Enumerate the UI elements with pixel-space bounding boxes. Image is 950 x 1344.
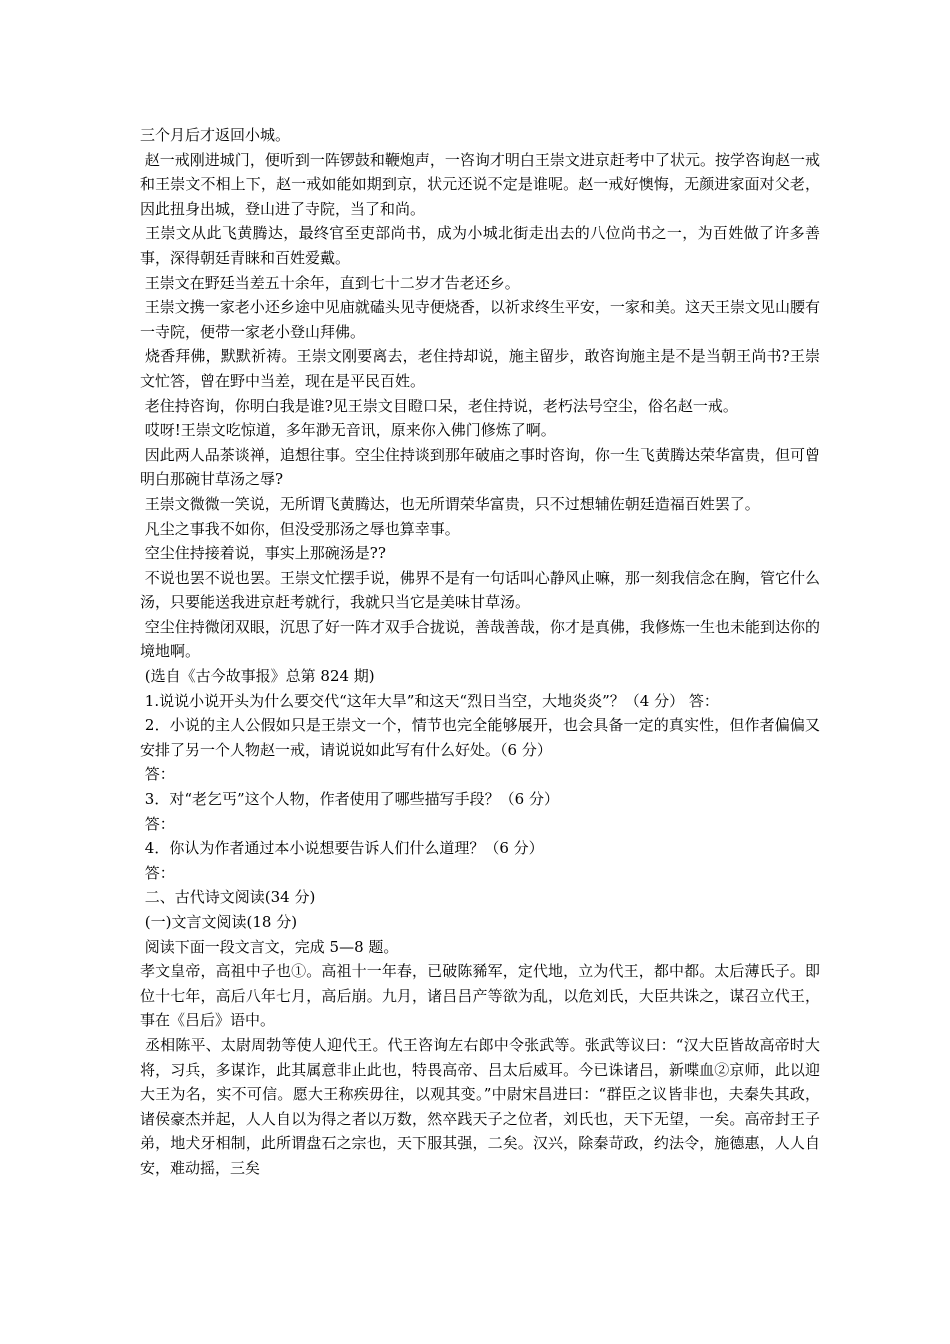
paragraph: 哎呀!王崇文吃惊道，多年渺无音讯，原来你入佛门修炼了啊。 [140, 421, 556, 440]
source-citation: (选自《古今故事报》总第 824 期) [140, 667, 375, 686]
classical-text-paragraph: 丞相陈平、太尉周勃等使人迎代王。代王咨询左右郎中令张武等。张武等议曰：“汉大臣皆故高帝时大将，习兵，多谋诈，此其属意非止此也，特畏高帝、吕太后威耳。今已诛诸吕，新喋血②京师，此以迎大王为名，实不可信。愿大王称疾毋往，以观其变。”中尉宋昌进曰：“群臣之议皆非也，夫秦失其政，诸侯豪杰并起，人人自以为得之者以万数，然卒践天子之位者，刘氏也，天下无望，一矣。高帝封王子弟，地犬牙相制，此所谓盘石之宗也，天下服其强，二矣。汉兴，除秦苛政，约法令，施德惠，人人自安，难动摇，三矣 [140, 1035, 820, 1177]
question-3: 3．对“老乞丐”这个人物，作者使用了哪些描写手段？（6 分） [140, 790, 559, 809]
paragraph: 王崇文从此飞黄腾达，最终官至吏部尚书，成为小城北街走出去的八位尚书之一，为百姓做了许多善事，深得朝廷青睐和百姓爱戴。 [140, 224, 820, 267]
answer-label: 答： [140, 814, 175, 833]
paragraph: 空尘住持接着说，事实上那碗汤是?? [140, 544, 386, 563]
classical-text-paragraph: 孝文皇帝，高祖中子也①。高祖十一年春，已破陈豨军，定代地，立为代王，都中都。太后薄氏子。即位十七年，高后八年七月，高后崩。九月，诸吕吕产等欲为乱，以危刘氏，大臣共诛之，谋召立代王，事在《吕后》语中。 [140, 962, 820, 1030]
paragraph: 因此两人品茶谈禅，追想往事。空尘住持谈到那年破庙之事时咨询，你一生飞黄腾达荣华富贵，但可曾明白那碗甘草汤之辱? [140, 445, 820, 489]
paragraph: 王崇文在野廷当差五十余年，直到七十二岁才告老还乡。 [140, 273, 520, 292]
section-heading: 二、古代诗文阅读(34 分) [140, 888, 316, 907]
paragraph: 赵一戒刚进城门，便听到一阵锣鼓和鞭炮声，一咨询才明白王崇文进京赶考中了状元。按学咨询赵一戒和王崇文不相上下，赵一戒如能如期到京，状元还说不定是谁呢。赵一戒好懊悔，无颜进家面对父老，因此扭身出城，登山进了寺院，当了和尚。 [140, 150, 820, 218]
subsection-heading: (一)文言文阅读(18 分) [140, 913, 298, 931]
paragraph: 凡尘之事我不如你，但没受那汤之辱也算幸事。 [140, 519, 460, 538]
paragraph: 老住持咨询，你明白我是谁?见王崇文目瞪口呆，老住持说，老朽法号空尘，俗名赵一戒。 [140, 396, 738, 415]
paragraph: 王崇文微微一笑说，无所谓飞黄腾达，也无所谓荣华富贵，只不过想辅佐朝廷造福百姓罢了。 [140, 494, 760, 513]
instruction: 阅读下面一段文言文，完成 5—8 题。 [140, 937, 399, 956]
paragraph: 王崇文携一家老小还乡途中见庙就磕头见寺便烧香，以祈求终生平安，一家和美。这天王崇文见山腰有一寺院，便带一家老小登山拜佛。 [140, 298, 820, 341]
paragraph: 空尘住持微闭双眼，沉思了好一阵才双手合拢说，善哉善哉，你才是真佛，我修炼一生也未能到达你的境地啊。 [140, 617, 820, 661]
question-4: 4．你认为作者通过本小说想要告诉人们什么道理？（6 分） [140, 839, 544, 858]
answer-label: 答： [140, 863, 175, 882]
document-page [140, 123, 820, 1181]
paragraph: 不说也罢不说也罢。王崇文忙摆手说，佛界不是有一句话叫心静风止嘛，那一刻我信念在胸，管它什么汤，只要能送我进京赶考就行，我就只当它是美味甘草汤。 [140, 568, 820, 612]
answer-label: 答： [140, 765, 175, 784]
question-2: 2．小说的主人公假如只是王崇文一个，情节也完全能够展开，也会具备一定的真实性，但作者偏偏又安排了另一个人物赵一戒，请说说如此写有什么好处。（6 分） [140, 716, 820, 759]
paragraph: 三个月后才返回小城。 [140, 126, 291, 144]
question-1: 1.说说小说开头为什么要交代“这年大旱”和这天“烈日当空，大地炎炎”？（4 分） 答： [140, 691, 719, 710]
paragraph: 烧香拜佛，默默祈祷。王崇文刚要离去，老住持却说，施主留步，敢咨询施主是不是当朝王尚书?王崇文忙答，曾在野中当差，现在是平民百姓。 [140, 347, 820, 390]
